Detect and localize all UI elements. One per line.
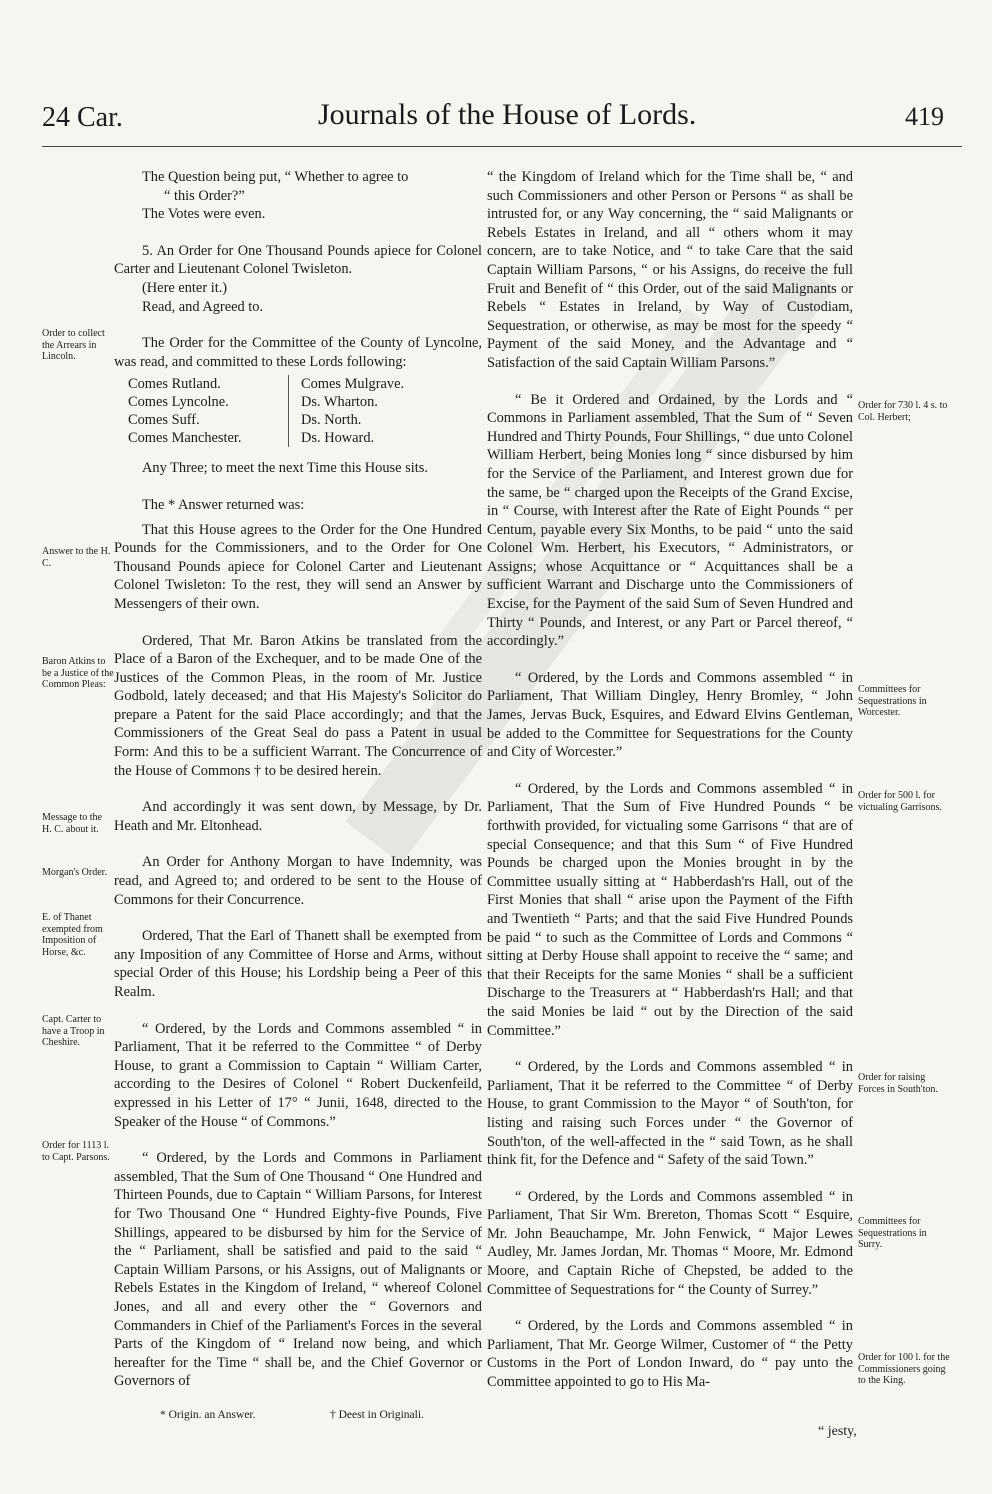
margin-note: Morgan's Order.: [42, 867, 107, 878]
paragraph: “ this Order?”: [164, 187, 245, 204]
lord-name: Comes Mulgrave.: [301, 376, 405, 393]
lords-list: [128, 375, 482, 447]
margin-note: Order for 100 l. for the Commissioners going to the King.: [858, 1352, 950, 1386]
right-column: [487, 168, 853, 1410]
footnote: * Origin. an Answer.: [160, 1409, 256, 1421]
journal-title: Journals of the House of Lords.: [318, 98, 697, 131]
footnote: † Deest in Originali.: [330, 1409, 424, 1421]
lord-name: Ds. Wharton.: [301, 394, 378, 411]
margin-note: Order for raising Forces in South'ton.: [858, 1072, 938, 1095]
margin-note: Capt. Carter to have a Troop in Cheshire.: [42, 1014, 105, 1048]
margin-note: Baron Atkins to be a Justice of the Common Pleas:: [42, 656, 114, 690]
lord-name: Ds. Howard.: [301, 430, 375, 447]
margin-note: Committees for Sequestrations in Surry.: [858, 1216, 927, 1250]
paragraph: “ the Kingdom of Ireland which for the Time shall be, “ and such Commissioners and other Person or Persons “ as shall be intrusted for, or any Way concerning, the “ said Malignants or Rebels Estates in Ireland, and all “ others whom it may concern, are to take Notice, and “ to take Care that the said Captain William Parsons, “ or his Assigns, do receive the full Fruit and Benefit of “ this Order, out of the said Malignants or Rebels “ Estates in Ireland, by Way of Custodiam, Sequestration, or otherwise, as may be most for the speedy “ Payment of the said Money, and the Advantage and “ Satisfaction of the said Captain William Parsons.”: [487, 169, 853, 371]
paragraph: (Here enter it.): [142, 279, 228, 296]
margin-note: Order for 1113 l. to Capt. Parsons.: [42, 1140, 110, 1163]
margin-note: E. of Thanet exempted from Imposition of Horse, &c.: [42, 912, 103, 958]
margin-note: Order for 730 l. 4 s. to Col. Herbert;: [858, 400, 948, 423]
margin-note: Message to the H. C. about it.: [42, 812, 102, 835]
paragraph: And accordingly it was sent down, by Message, by Dr. Heath and Mr. Eltonhead.: [114, 799, 482, 834]
margin-note: Answer to the H. C.: [42, 546, 111, 569]
paragraph: Ordered, That the Earl of Thanett shall be exempted from any Imposition of any Committee of Horse and Arms, without special Order of this House; his Lordship being a Peer of this Realm.: [114, 928, 482, 1000]
running-header: [0, 98, 992, 142]
paragraph: “ Ordered, by the Lords and Commons assembled “ in Parliament, That the Sum of Five Hundred Pounds “ be forthwith provided, for victualing some Garrisons “ that are of special Consequence; and that this Sum “ of Five Hundred Pounds be charged upon the Monies brought in by the Committee usually sitting at “ Habberdash'rs Hall, out of the First Monies that shall “ arise upon the Payment of the Fifth and Twentieth “ Parts; and that the said Five Hundred Pounds be paid “ to such as the Committee of Lords and Commons “ sitting at Derby House shall appoint to receive the “ same; and that their Receipts for the same Monies “ shall be a sufficient Discharge to the Treasurers at “ Habberdash'rs Hall; and that the said Monies be laid “ out by the Direction of the said Committee.”: [487, 780, 853, 1039]
margin-note: Order to collect the Arrears in Lincoln.: [42, 328, 105, 362]
paragraph: Any Three; to meet the next Time this House sits.: [142, 460, 428, 477]
paragraph: “ Ordered, by the Lords and Commons assembled “ in Parliament, That Sir Wm. Brereton, Thomas Scott “ Esquire, Mr. John Beauchampe, Mr. John Fenwick, “ Major Lewes Audley, Mr. James Jordan, Mr. Thomas “ Moore, Mr. Edmond Moore, and Captain Riche of Chepsted, be added to the Committee of Sequestrations for “ the County of Surrey.”: [487, 1188, 853, 1298]
paragraph: Ordered, That Mr. Baron Atkins be translated from the Place of a Baron of the Exchequer, and to be made One of the Justices of the Common Pleas, in the room of Mr. Justice Godbold, lately deceased; and that His Majesty's Solicitor do prepare a Patent for the said Place accordingly; and that the Commissioners of the Great Seal do pass a Patent in usual Form: And this to be a sufficient Warrant. The Concurrence of the House of Commons † to be desired herein.: [114, 632, 482, 779]
paragraph: “ Ordered, by the Lords and Commons assembled “ in Parliament, That Mr. George Wilmer, Customer of “ the Petty Customs in the Port of London Inward, do “ pay unto the Committee appointed to go to His Ma-: [487, 1318, 853, 1391]
paragraph: 5. An Order for One Thousand Pounds apiece for Colonel Carter and Lieutenant Colonel Twisleton.: [114, 242, 482, 278]
header-rule: [42, 146, 962, 147]
lords-list-right: [288, 375, 461, 447]
lord-name: Comes Lyncolne.: [128, 394, 229, 411]
paragraph: The Question being put, “ Whether to agree to: [142, 169, 409, 185]
paragraph: Read, and Agreed to.: [142, 298, 264, 315]
paragraph: “ Ordered, by the Lords and Commons assembled “ in Parliament, That it be referred to the Committee “ of Derby House, to grant Commission to the Mayor “ of South'ton, for listing and raising such Forces under “ the Governor of South'ton, of the well-affected in the “ said Town, as he shall think fit, for the Defence and “ Safety of the said Town.”: [487, 1059, 853, 1169]
paragraph: The Order for the Committee of the County of Lyncolne, was read, and committed to these Lords following:: [114, 335, 482, 370]
regnal-year: 24 Car.: [42, 102, 123, 133]
paragraph: “ Be it Ordered and Ordained, by the Lords and “ Commons in Parliament assembled, That the Sum of “ Seven Hundred and Thirty Pounds, Four Shillings, “ due unto Colonel William Herbert, being Monies long “ since disbursed by him for the Service of the Parliament, and Interest grown due for the same, be “ charged upon the Receipts of the Grand Excise, in “ Course, with Interest after the Rate of Eight Pounds “ per Centum, payable every Six Months, to be paid “ unto the said Colonel Wm. Herbert, his Executors, “ Administrators, or Assigns; whose Acquittance or “ Acquittances shall be a sufficient Warrant and Discharge unto the Commissioners of Excise, for the Payment of the said Sum of Seven Hundred and Thirty “ Pounds, and Interest, or any Part or Parcel thereof, “ accordingly.”: [487, 391, 853, 650]
lord-name: Comes Suff.: [128, 412, 200, 429]
left-column: [114, 168, 482, 1409]
margin-note: Order for 500 l. for victualing Garrisons.: [858, 790, 942, 813]
lord-name: Comes Manchester.: [128, 430, 242, 447]
paragraph: “ Ordered, by the Lords and Commons assembled “ in Parliament, That William Dingley, Henry Bromley, “ John James, Jervas Buck, Esquires, and Edward Elvins Gentleman, be added to the Committee for Sequestrations for the County and City of Worcester.”: [487, 669, 853, 761]
page-number: 419: [905, 102, 944, 131]
paragraph: The * Answer returned was:: [142, 496, 305, 513]
paragraph: “ Ordered, by the Lords and Commons assembled “ in Parliament, That it be referred to the Committee “ of Derby House, to grant a Commission to Captain “ William Carter, according to the Desires of Colonel “ Robert Duckenfeild, expressed in his Letter of 17° “ Junii, 1648, directed to the Speaker of the House “ of Commons.”: [114, 1020, 482, 1130]
paragraph: “ Ordered, by the Lords and Commons in Parliament assembled, That the Sum of One Thousand “ One Hundred and Thirteen Pounds, due to Captain “ William Parsons, for Interest for Two Thousand One “ Hundred Eighty-five Pounds, Five Shillings, appeared to be disbursed by him for the Service of the “ Parliament, shall be satisfied and paid to the said “ Captain William Parsons, or his Assigns, out of Malignants or Rebels Estates in the Kingdom of Ireland, “ whereof Colonel Jones, and all and every other the “ Governors and Commanders in Chief of the Parliament's Forces in the several Parts of the Kingdom of “ Ireland now being, and which hereafter for the Time “ shall be, and the Chief Governor or Governors of: [114, 1150, 482, 1390]
paragraph: That this House agrees to the Order for the One Hundred Pounds for the Commissioners, and to the Order for One Thousand Pounds apiece for Colonel Carter and Lieutenant Colonel Twisleton: To the rest, they will send an Answer by Messengers of their own.: [114, 521, 482, 612]
paragraph: An Order for Anthony Morgan to have Indemnity, was read, and Agreed to; and ordered to be sent to the House of Commons for their Concurrence.: [114, 854, 482, 908]
lord-name: Ds. North.: [301, 412, 362, 429]
margin-note: Committees for Sequestrations in Worcester.: [858, 684, 927, 718]
lords-list-left: [128, 375, 288, 447]
paragraph: The Votes were even.: [142, 206, 266, 223]
lord-name: Comes Rutland.: [128, 376, 221, 393]
catchword: “ jesty,: [818, 1424, 857, 1439]
